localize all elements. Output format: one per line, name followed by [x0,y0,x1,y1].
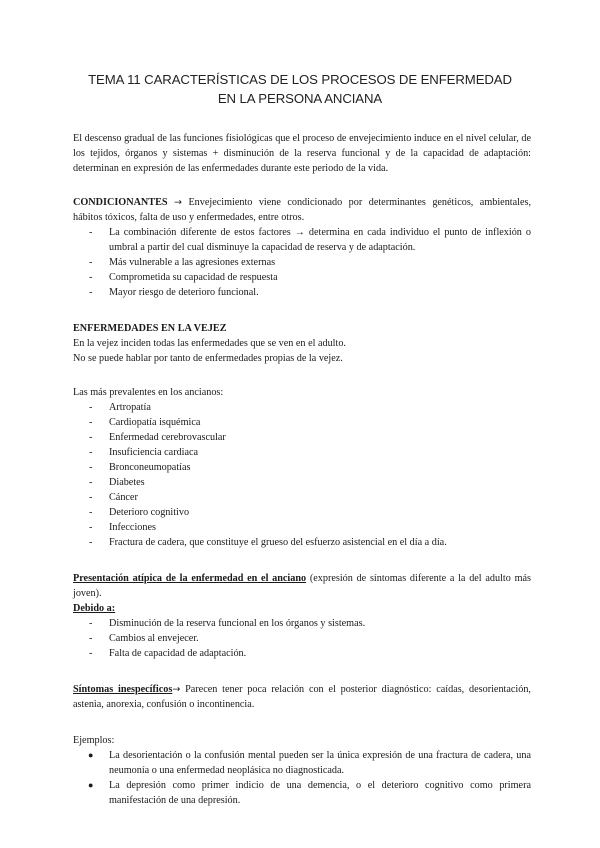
page-title [60,70,540,108]
presentacion-list [73,616,531,661]
title-line-1: TEMA 11 CARACTERÍSTICAS DE LOS PROCESOS DE ENFERMEDAD [88,72,512,87]
list-item: - Mayor riesgo de deterioro funcional. [73,285,531,300]
sintomas-paragraph [73,682,531,712]
prevalentes-list [73,400,531,550]
list-item: - La combinación diferente de estos factores → determina en cada individuo el punto de inflexión o umbral a partir del cual disminuye la capacidad de reserva y de adaptación. [73,225,531,255]
list-item: - Disminución de la reserva funcional en los órganos y sistemas. [73,616,531,631]
list-item: - Cardiopatía isquémica [73,415,531,430]
list-item: - Artropatía [73,400,531,415]
ejemplo-text: La desorientación o la confusión mental pueden ser la única expresión de una fractura de cadera, una neumonía o una enfermedad neoplásica no diagnosticada. [109,750,531,776]
ejemplos-label: Ejemplos: [73,735,115,746]
arrow-icon: → [172,684,181,695]
sintomas-heading: Síntomas inespecíficos [73,684,173,695]
document-body [73,131,531,808]
sintomas-text: Parecen tener poca relación con el posterior diagnóstico: caídas, desorientación, astenia, anorexia, confusión o incontinencia. [73,684,531,710]
enfermedades-line-2: No se puede hablar por tanto de enfermedades propias de la vejez. [73,353,343,364]
condicionantes-text: Envejecimiento viene condicionado por determinantes genéticos, ambientales, hábitos tóxicos, falta de uso y enfermedades, entre otros. [73,197,531,223]
list-item: - Diabetes [73,475,531,490]
condicionantes-paragraph [73,195,531,225]
prevalentes-intro: Las más prevalentes en los ancianos: [73,387,224,398]
list-item: - Falta de capacidad de adaptación. [73,646,531,661]
title-line-2: EN LA PERSONA ANCIANA [217,91,383,106]
ejemplos-list [73,748,531,808]
condicionantes-heading: CONDICIONANTES [73,197,168,208]
list-item: - Insuficiencia cardiaca [73,445,531,460]
list-item: - Cambios al envejecer. [73,631,531,646]
presentacion-text: (expresión de síntomas diferente a la del adulto más joven). [73,573,531,599]
condicionantes-list [73,225,531,300]
list-item: - Infecciones [73,520,531,535]
list-item: - Cáncer [73,490,531,505]
list-item: - Deterioro cognitivo [73,505,531,520]
list-item: - Fractura de cadera, que constituye el grueso del esfuerzo asistencial en el día a día. [73,535,531,550]
list-item: - Comprometida su capacidad de respuesta [73,270,531,285]
debido-label: Debido a: [73,603,116,614]
presentacion-paragraph [73,571,531,601]
enfermedades-line-1: En la vejez inciden todas las enfermedades que se ven en el adulto. [73,338,346,349]
list-item: - Más vulnerable a las agresiones externas [73,255,531,270]
bullet-icon: ● [88,750,94,760]
bullet-icon: ● [88,780,94,790]
list-item: - Bronconeumopatías [73,460,531,475]
list-item [73,748,531,778]
ejemplo-text: La depresión como primer indicio de una demencia, o el deterioro cognitivo como primera manifestación de una depresión. [109,780,531,806]
list-item [73,778,531,808]
intro-paragraph: El descenso gradual de las funciones fisiológicas que el proceso de envejecimiento induce en el nivel celular, de los tejidos, órganos y sistemas + disminución de la reserva funcional y de la capacidad de adaptación: determinan en expresión de las enfermedades durante este periodo de la vida. [73,133,531,174]
enfermedades-heading: ENFERMEDADES EN LA VEJEZ [73,323,227,334]
list-item: - Enfermedad cerebrovascular [73,430,531,445]
presentacion-heading: Presentación atípica de la enfermedad en el anciano [73,573,307,584]
arrow-icon: → [174,197,182,208]
